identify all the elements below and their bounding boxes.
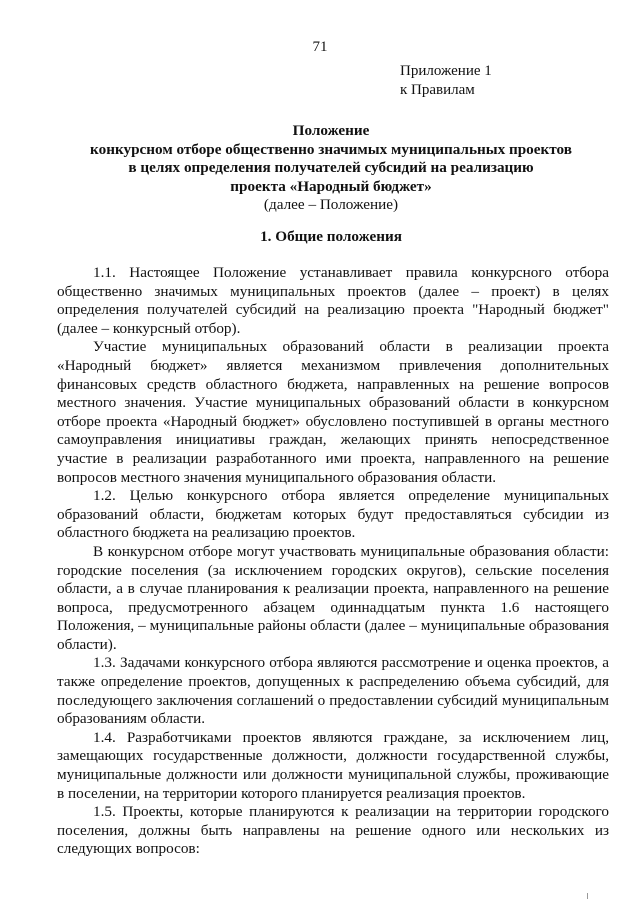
document-title: [48, 122, 614, 215]
paragraph: 1.5. Проекты, которые планируются к реализации на территории городского поселения, должны быть направлены на решение одного или нескольких из следующих вопросов:: [57, 803, 609, 858]
appendix-label: [400, 62, 492, 100]
title-line-2: конкурсном отборе общественно значимых муниципальных проектов: [90, 140, 572, 158]
paragraph: 1.1. Настоящее Положение устанавливает правила конкурсного отбора общественно значимых муниципальных проектов (далее – проект) в целях определения получателей субсидий на реализацию проекта "Народный бюджет" (далее – конкурсный отбор).: [57, 264, 609, 337]
paragraph: 1.3. Задачами конкурсного отбора являются рассмотрение и оценка проектов, а также определение проектов, допущенных к распределению объема субсидий, для последующего заключения соглашений о предоставлении субсидий муниципальным образованиям области.: [57, 654, 609, 728]
paragraph: В конкурсном отборе могут участвовать муниципальные образования области: городские поселения (за исключением городских округов), сельские поселения области, а в случае планирования к реализации проекта, направленного на решение вопроса, предусмотренного абзацем одиннадцатым пункта 1.6 настоящего Положения, – муниципальные районы области (далее – муниципальные образования области).: [57, 542, 609, 653]
title-line-1: Положение: [292, 122, 370, 139]
paragraph: 1.2. Целью конкурсного отбора является определение муниципальных образований области, бюджетам которых будут предоставляться субсидии из областного бюджета на реализацию проектов.: [57, 487, 609, 542]
appendix-line-1: Приложение 1: [400, 63, 492, 79]
page-number: 71: [312, 39, 328, 55]
title-line-4: проекта «Народный бюджет»: [230, 177, 432, 195]
paragraph: 1.4. Разработчиками проектов являются граждане, за исключением лиц, замещающих государственные должности, должности государственной службы, муниципальные должности или должности муниципальной службы, проживающие в поселении, на территории которого планируется реализация проектов.: [57, 728, 609, 802]
paragraph: Участие муниципальных образований области в реализации проекта «Народный бюджет» является механизмом привлечения дополнительных финансовых средств областного бюджета, направленных на решение вопросов местного значения. Участие муниципальных образований области в конкурсном отборе проекта «Народный бюджет» обусловлено поступившей в органы местного самоуправления инициативы граждан, желающих принять непосредственное участие в реализации разработанного ими проекта, направленного на решение вопросов местного значения муниципального образования области.: [57, 338, 609, 486]
title-line-5: (далее – Положение): [263, 196, 399, 213]
body-text: [57, 264, 609, 859]
appendix-line-2: к Правилам: [400, 82, 475, 98]
scan-artifact: [587, 893, 600, 899]
title-line-3: в целях определения получателей субсидий на реализацию: [128, 159, 534, 176]
section-heading: 1. Общие положения: [260, 228, 402, 245]
